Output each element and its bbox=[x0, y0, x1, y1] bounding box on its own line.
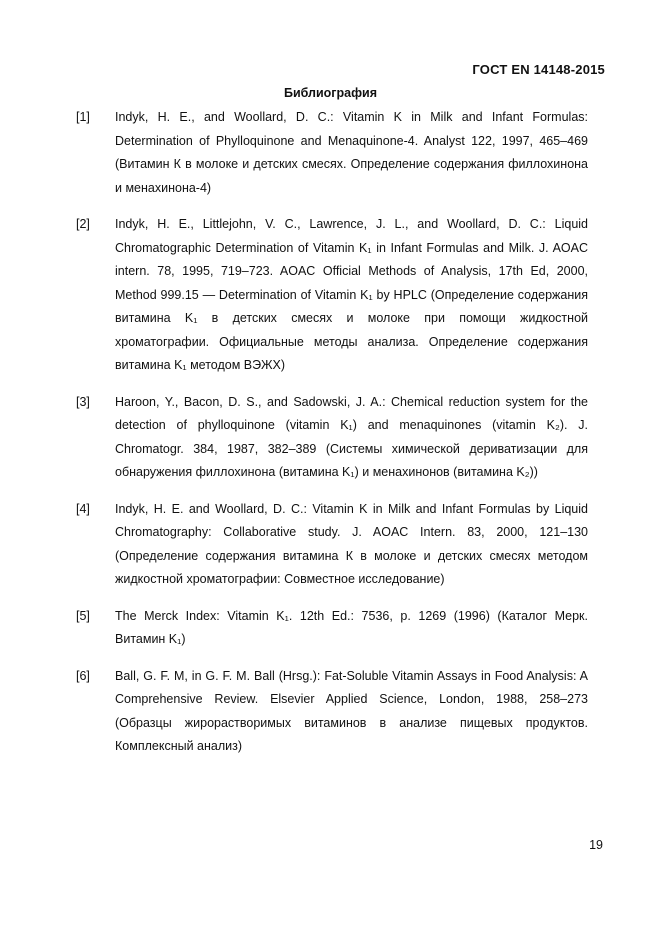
standard-designation: ГОСТ EN 14148-2015 bbox=[472, 62, 605, 77]
reference-item bbox=[76, 665, 588, 759]
reference-item bbox=[76, 498, 588, 592]
reference-text: Indyk, H. E., and Woollard, D. C.: Vitamin K in Milk and Infant Formulas: Determination of Phylloquinone and Menaquinone-4. Analyst 122, 1997, 465–469 (Витамин К в молоке и детских смесях. Определение содержания филлохинона и менахинона-4) bbox=[115, 110, 588, 195]
reference-number: [6] bbox=[76, 668, 90, 683]
page-number: 19 bbox=[589, 838, 603, 852]
reference-number: [4] bbox=[76, 501, 90, 516]
reference-number: [1] bbox=[76, 110, 90, 124]
reference-text: The Merck Index: Vitamin K₁. 12th Ed.: 7536, p. 1269 (1996) (Каталог Мерк. Витамин K₁) bbox=[115, 608, 588, 646]
bibliography-list bbox=[76, 106, 588, 772]
reference-number: [5] bbox=[76, 608, 90, 623]
reference-text: Indyk, H. E. and Woollard, D. C.: Vitamin K in Milk and Infant Formulas by Liquid Chromatography: Collaborative study. J. AOAC Intern. 83, 2000, 121–130 (Определение содержания витамина К в молоке и детских смесях методом жидкостной хроматографии: Совместное исследование) bbox=[115, 501, 588, 586]
reference-number: [2] bbox=[76, 217, 90, 231]
reference-number: [3] bbox=[76, 394, 90, 409]
reference-item bbox=[76, 391, 588, 485]
page-title: Библиография bbox=[283, 86, 378, 100]
reference-text: Ball, G. F. M, in G. F. M. Ball (Hrsg.): Fat-Soluble Vitamin Assays in Food Analysis: A Comprehensive Review. Elsevier Applied Science, London, 1988, 258–273 (Образцы жирорастворимых витаминов в анализе пищевых продуктов. Комплексный анализ) bbox=[115, 668, 588, 753]
reference-item bbox=[76, 213, 588, 378]
reference-item bbox=[76, 605, 588, 652]
reference-text: Indyk, H. E., Littlejohn, V. C., Lawrence, J. L., and Woollard, D. C.: Liquid Chromatographic Determination of Vitamin K₁ in Infant Formulas and Milk. J. AOAC intern. 78, 1995, 719–723. AOAC Official Methods of Analysis, 17th Ed, 2000, Method 999.15 — Determination of Vitamin K₁ by HPLC (Определение содержания витамина K₁ в детских смесях и молоке при помощи жидкостной хроматографии. Официальные методы анализа. Определение содержания витамина K₁ методом ВЭЖХ) bbox=[115, 217, 588, 372]
reference-item bbox=[76, 106, 588, 200]
reference-text: Haroon, Y., Bacon, D. S., and Sadowski, J. A.: Chemical reduction system for the detection of phylloquinone (vitamin K₁) and menaquinones (vitamin K₂). J. Chromatogr. 384, 1987, 382–389 (Системы химической дериватизации для обнаружения филлохинона (витамина K₁) и менахинонов (витамина K₂)) bbox=[115, 394, 588, 479]
